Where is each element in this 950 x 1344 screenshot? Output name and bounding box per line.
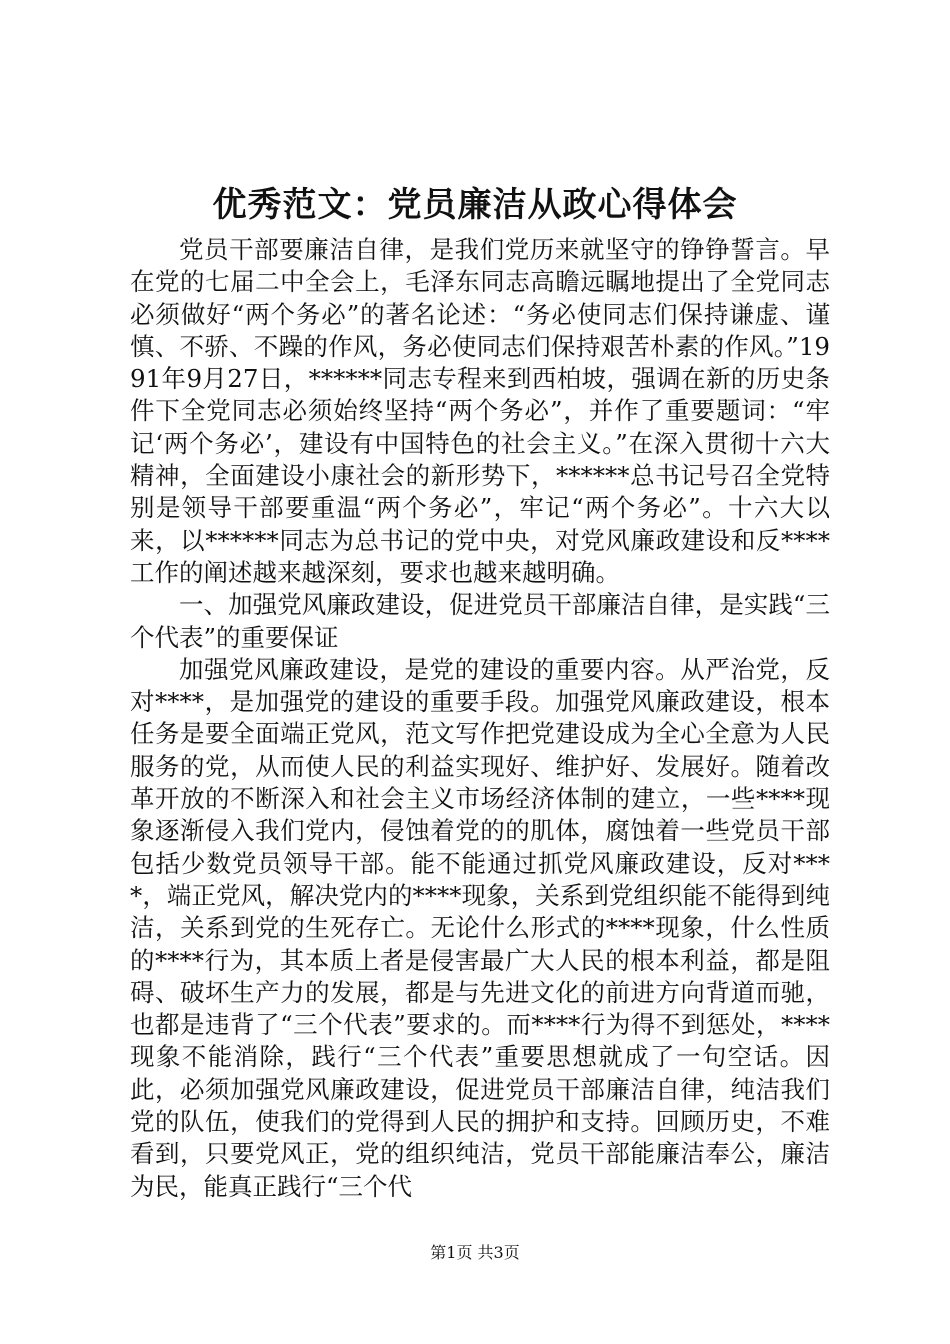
document-body bbox=[130, 234, 830, 1203]
section-heading-1: 一、加强党风廉政建设，促进党员干部廉洁自律，是实践“三个代表”的重要保证 bbox=[130, 590, 830, 652]
document-title: 优秀范文：党员廉洁从政心得体会 bbox=[212, 185, 738, 225]
page-number-footer: 第1页 共3页 bbox=[430, 1243, 520, 1262]
paragraph-intro: 党员干部要廉洁自律，是我们党历来就坚守的铮铮誓言。早在党的七届二中全会上，毛泽东同志高瞻远瞩地提出了全党同志必须做好“两个务必”的著名论述：“务必使同志们保持谦虚、谨慎、不骄、不躁的作风，务必使同志们保持艰苦朴素的作风。”1991年9月27日，******同志专程来到西柏坡，强调在新的历史条件下全党同志必须始终坚持“两个务必”，并作了重要题词：“牢记‘两个务必’，建设有中国特色的社会主义。”在深入贯彻十六大精神，全面建设小康社会的新形势下，******总书记号召全党特别是领导干部要重温“两个务必”，牢记“两个务必”。十六大以来，以******同志为总书记的党中央，对党风廉政建设和反****工作的阐述越来越深刻，要求也越来越明确。 bbox=[130, 235, 830, 587]
paragraph-section-1: 加强党风廉政建设，是党的建设的重要内容。从严治党，反对****，是加强党的建设的重要手段。加强党风廉政建设，根本任务是要全面端正党风，范文写作把党建设成为全心全意为人民服务的党，从而使人民的利益实现好、维护好、发展好。随着改革开放的不断深入和社会主义市场经济体制的建立，一些****现象逐渐侵入我们党内，侵蚀着党的的肌体，腐蚀着一些党员干部包括少数党员领导干部。能不能通过抓党风廉政建设，反对****，端正党风，解决党内的****现象，关系到党组织能不能得到纯洁，关系到党的生死存亡。无论什么形式的****现象，什么性质的****行为，其本质上者是侵害最广大人民的根本利益，都是阻碍、破坏生产力的发展，都是与先进文化的前进方向背道而驰，也都是违背了“三个代表”要求的。而****行为得不到惩处，****现象不能消除，践行“三个代表”重要思想就成了一句空话。因此，必须加强党风廉政建设，促进党员干部廉洁自律，纯洁我们党的队伍，使我们的党得到人民的拥护和支持。回顾历史，不难看到，只要党风正，党的组织纯洁，党员干部能廉洁奉公，廉洁为民，能真正践行“三个代 bbox=[130, 654, 830, 1201]
